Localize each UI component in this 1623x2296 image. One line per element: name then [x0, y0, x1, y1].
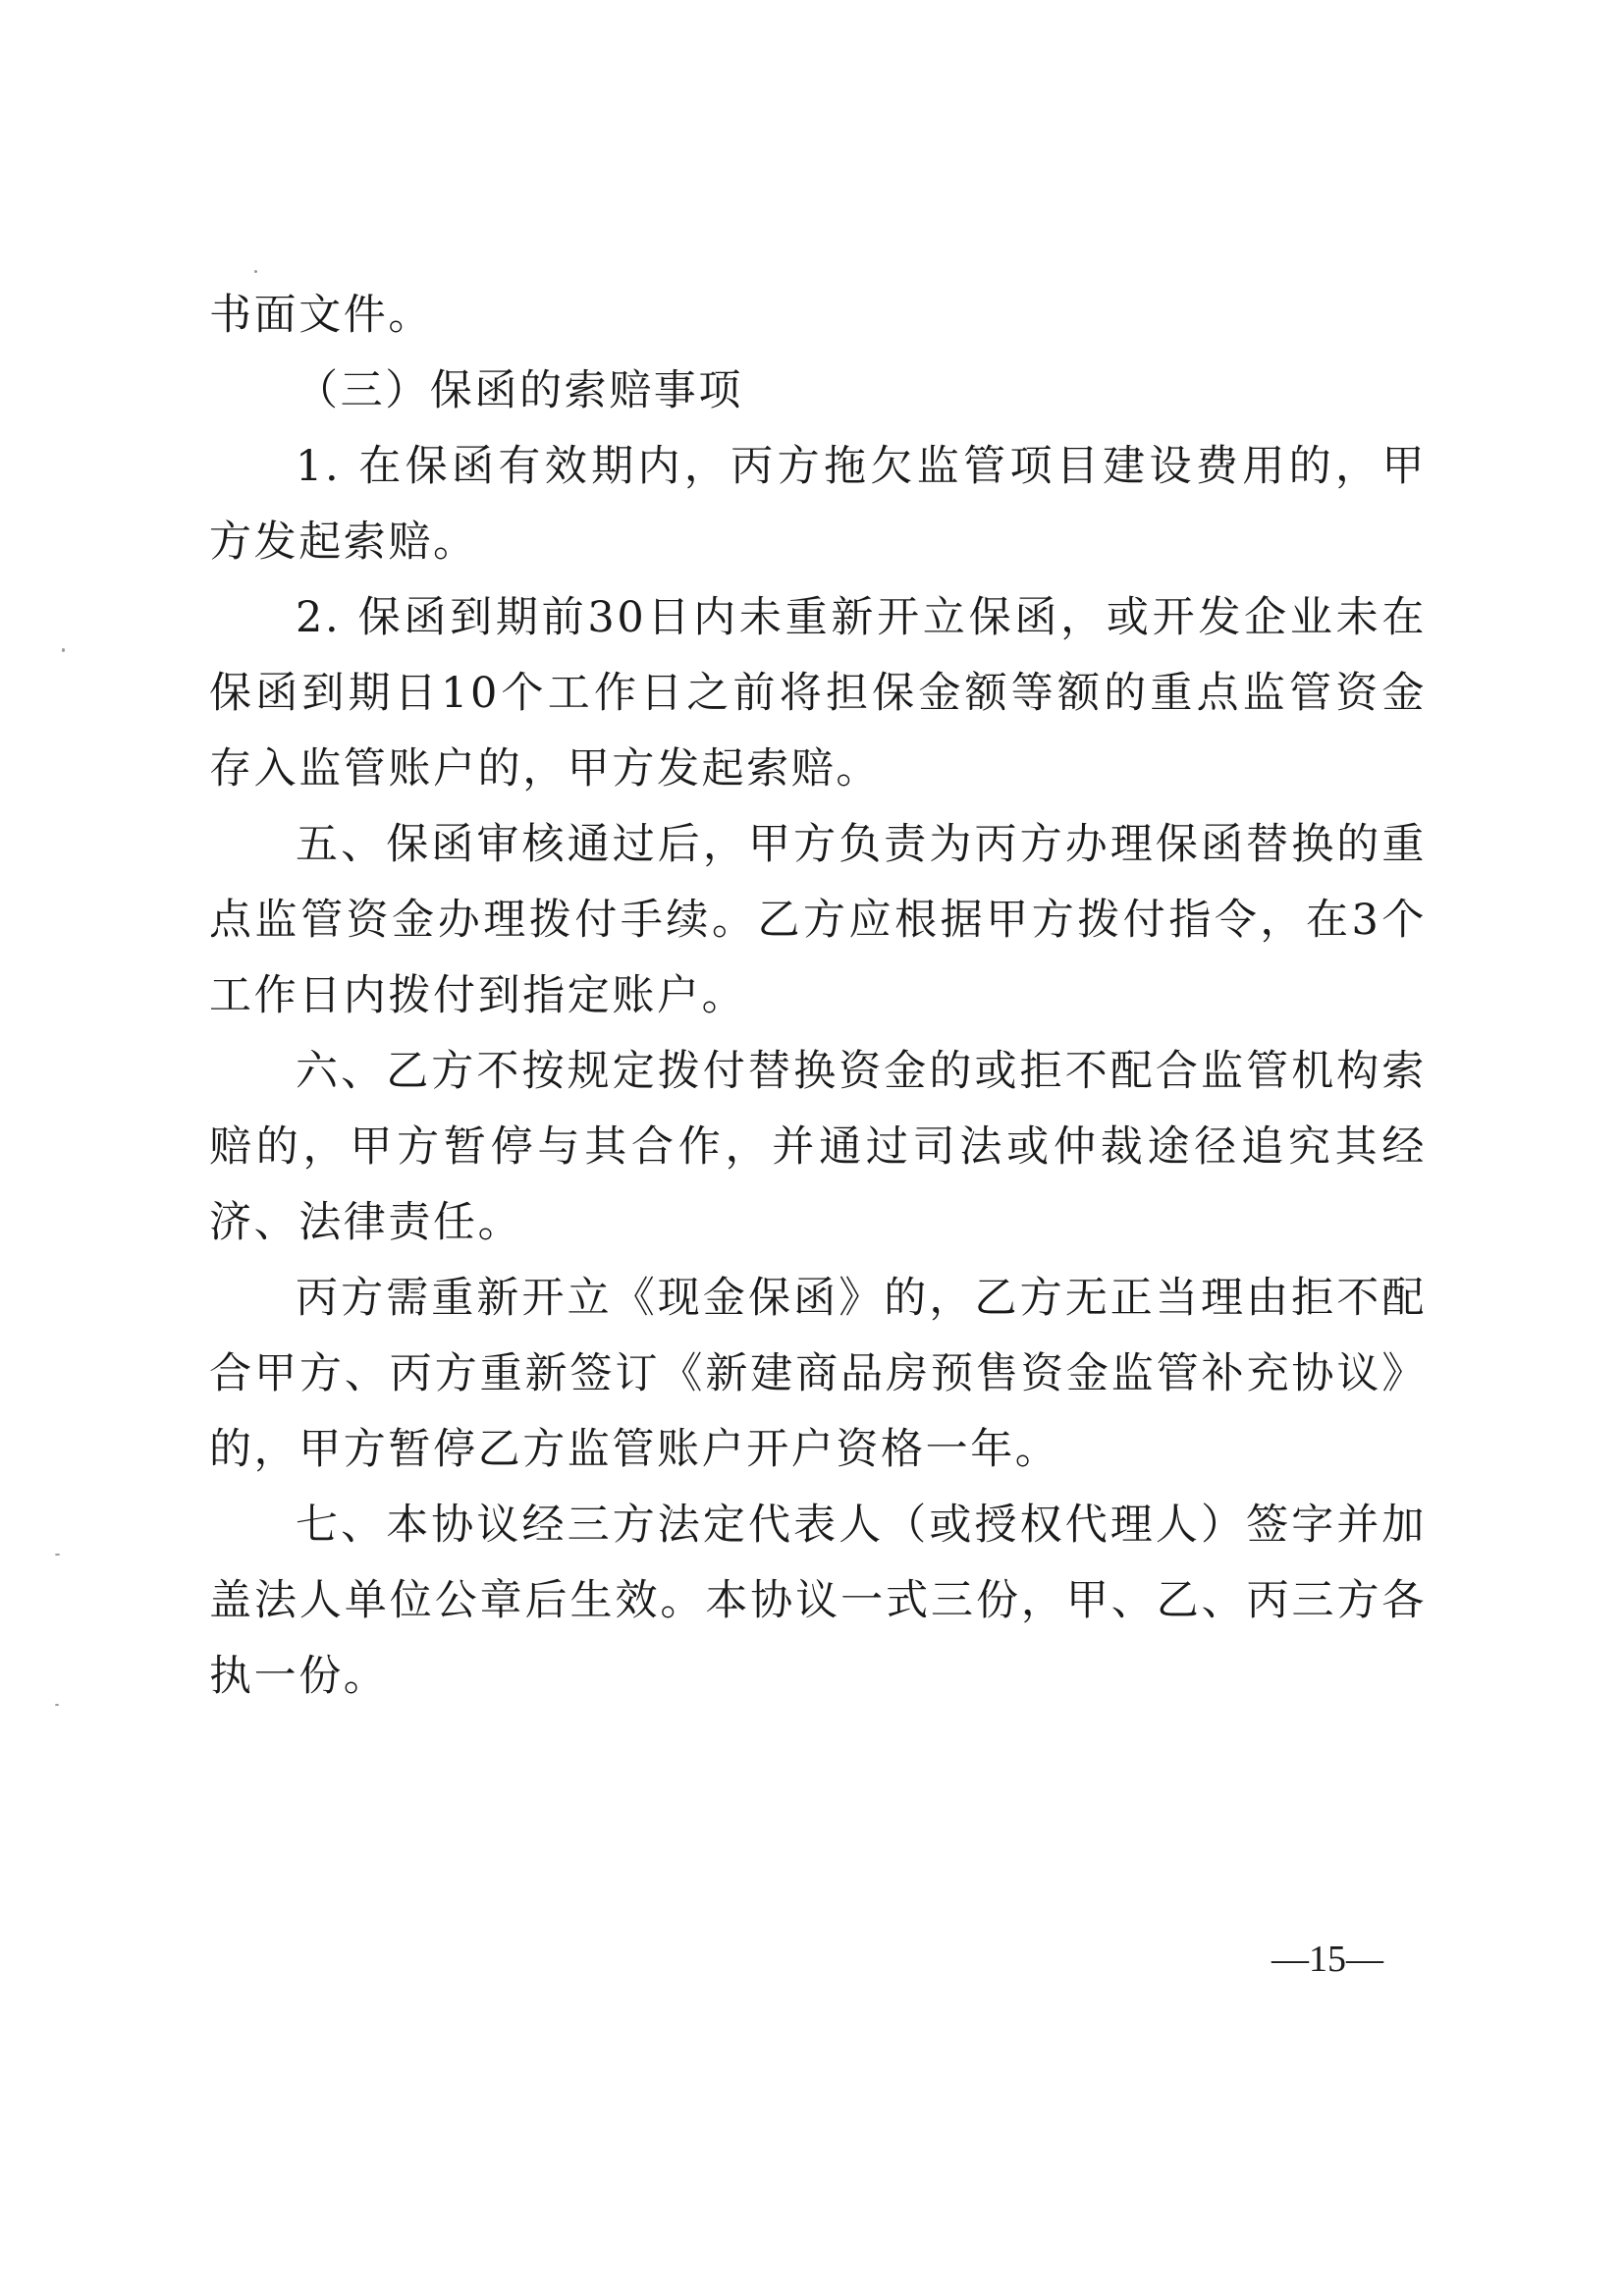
scan-speck: [55, 1554, 60, 1556]
document-body: [209, 278, 1427, 1715]
paragraph-article-5: 五、保函审核通过后，甲方负责为丙方办理保函替换的重点监管资金办理拨付手续。乙方应根据甲方拨付指令，在3个工作日内拨付到指定账户。: [209, 820, 1427, 1020]
paragraph-claim-item-1: 1. 在保函有效期内，丙方拖欠监管项目建设费用的，甲方发起索赔。: [209, 442, 1427, 567]
paragraph-written-documents: 书面文件。: [209, 291, 433, 340]
page-number: —15—: [1271, 1939, 1383, 1980]
scan-speck: [62, 648, 65, 652]
scan-speck: [254, 270, 257, 273]
section-heading-claim-matters: （三）保函的索赔事项: [296, 366, 743, 415]
paragraph-article-6-supplement: 丙方需重新开立《现金保函》的，乙方无正当理由拒不配合甲方、丙方重新签订《新建商品房预售资金监管补充协议》的，甲方暂停乙方监管账户开户资格一年。: [209, 1274, 1427, 1474]
paragraph-article-7: 七、本协议经三方法定代表人（或授权代理人）签字并加盖法人单位公章后生效。本协议一式三份，甲、乙、丙三方各执一份。: [209, 1501, 1427, 1701]
scan-speck: [55, 1704, 59, 1706]
paragraph-article-6: 六、乙方不按规定拨付替换资金的或拒不配合监管机构索赔的，甲方暂停与其合作，并通过司法或仲裁途径追究其经济、法律责任。: [209, 1047, 1427, 1247]
paragraph-claim-item-2: 2. 保函到期前30日内未重新开立保函，或开发企业未在保函到期日10个工作日之前将担保金额等额的重点监管资金存入监管账户的，甲方发起索赔。: [209, 593, 1427, 793]
